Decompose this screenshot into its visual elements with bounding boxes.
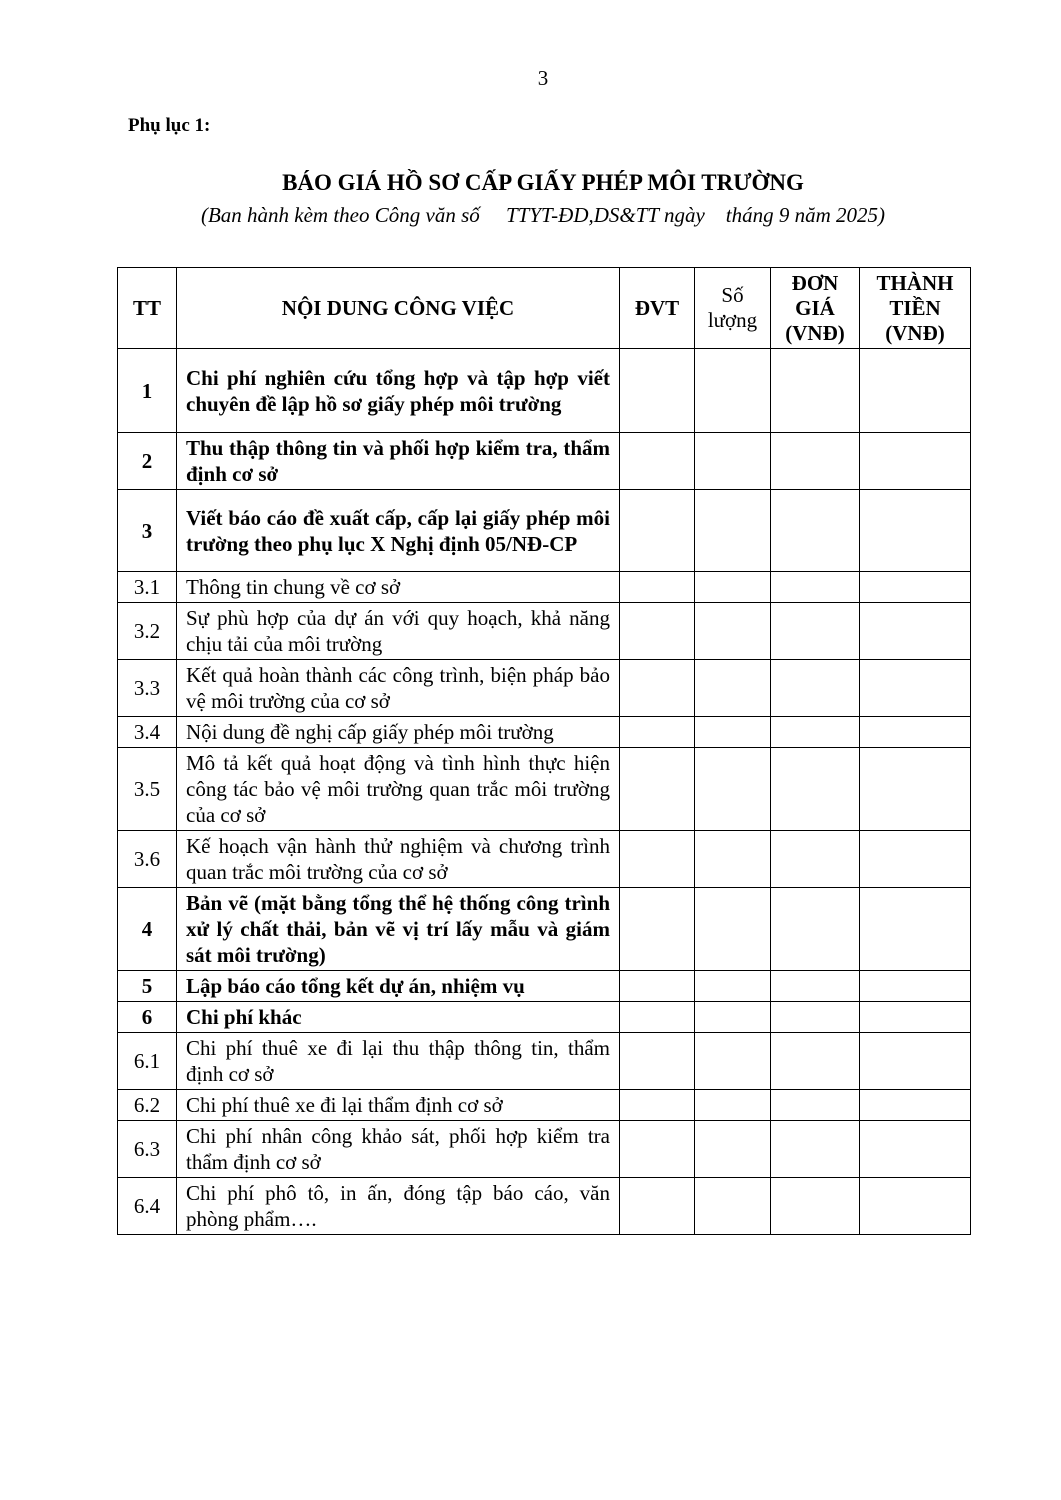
row-total [860, 660, 971, 717]
row-unit [620, 888, 695, 971]
row-number: 3.6 [118, 831, 177, 888]
row-unit [620, 433, 695, 490]
row-unit-price [771, 433, 860, 490]
row-total [860, 603, 971, 660]
row-total [860, 1033, 971, 1090]
row-content: Sự phù hợp của dự án với quy hoạch, khả năng chịu tải của môi trường [177, 603, 620, 660]
row-unit [620, 349, 695, 433]
row-number: 6.2 [118, 1090, 177, 1121]
row-total [860, 1090, 971, 1121]
row-content: Chi phí thuê xe đi lại thu thập thông tin, thẩm định cơ sở [177, 1033, 620, 1090]
row-number: 6.1 [118, 1033, 177, 1090]
row-unit [620, 1121, 695, 1178]
table-row [118, 1121, 971, 1178]
row-quantity [695, 349, 771, 433]
table-row [118, 831, 971, 888]
header-content: NỘI DUNG CÔNG VIỆC [177, 268, 620, 349]
page-number: 3 [537, 66, 549, 90]
row-quantity [695, 831, 771, 888]
row-number: 1 [118, 349, 177, 433]
row-number: 6.3 [118, 1121, 177, 1178]
row-content: Lập báo cáo tổng kết dự án, nhiệm vụ [177, 971, 620, 1002]
table-row [118, 433, 971, 490]
table-body [118, 349, 971, 1235]
row-unit [620, 490, 695, 572]
table-row [118, 490, 971, 572]
row-number: 3 [118, 490, 177, 572]
row-content: Chi phí thuê xe đi lại thẩm định cơ sở [177, 1090, 620, 1121]
document-title: BÁO GIÁ HỒ SƠ CẤP GIẤY PHÉP MÔI TRƯỜNG [282, 170, 804, 195]
row-unit [620, 572, 695, 603]
row-unit-price [771, 971, 860, 1002]
row-unit [620, 603, 695, 660]
row-unit-price [771, 1090, 860, 1121]
row-unit-price [771, 603, 860, 660]
row-content: Nội dung đề nghị cấp giấy phép môi trường [177, 717, 620, 748]
header-unit: ĐVT [620, 268, 695, 349]
row-content: Chi phí nhân công khảo sát, phối hợp kiểm tra thẩm định cơ sở [177, 1121, 620, 1178]
row-number: 3.4 [118, 717, 177, 748]
row-number: 5 [118, 971, 177, 1002]
row-quantity [695, 1178, 771, 1235]
table-row [118, 1033, 971, 1090]
row-number: 2 [118, 433, 177, 490]
table-row [118, 1178, 971, 1235]
table-row [118, 349, 971, 433]
row-quantity [695, 971, 771, 1002]
row-unit-price [771, 1033, 860, 1090]
row-content: Chi phí phô tô, in ấn, đóng tập báo cáo, văn phòng phẩm…. [177, 1178, 620, 1235]
row-total [860, 971, 971, 1002]
row-unit [620, 660, 695, 717]
header-tt: TT [118, 268, 177, 349]
row-content: Mô tả kết quả hoạt động và tình hình thực hiện công tác bảo vệ môi trường quan trắc môi trường của cơ sở [177, 748, 620, 831]
row-quantity [695, 1002, 771, 1033]
row-unit-price [771, 1121, 860, 1178]
header-total: THÀNH TIỀN (VNĐ) [860, 268, 971, 349]
row-content: Thông tin chung về cơ sở [177, 572, 620, 603]
header-unit-price: ĐƠN GIÁ (VNĐ) [771, 268, 860, 349]
row-unit [620, 971, 695, 1002]
row-unit-price [771, 888, 860, 971]
row-total [860, 490, 971, 572]
row-quantity [695, 572, 771, 603]
table-row [118, 717, 971, 748]
row-content: Chi phí nghiên cứu tổng hợp và tập hợp viết chuyên đề lập hồ sơ giấy phép môi trường [177, 349, 620, 433]
row-content: Bản vẽ (mặt bằng tổng thể hệ thống công trình xử lý chất thải, bản vẽ vị trí lấy mẫu và giám sát môi trường) [177, 888, 620, 971]
row-total [860, 1121, 971, 1178]
row-unit [620, 1002, 695, 1033]
row-content: Chi phí khác [177, 1002, 620, 1033]
row-unit-price [771, 748, 860, 831]
row-unit-price [771, 349, 860, 433]
row-unit-price [771, 660, 860, 717]
row-quantity [695, 748, 771, 831]
row-number: 3.2 [118, 603, 177, 660]
table-row [118, 572, 971, 603]
appendix-label: Phụ lục 1: [128, 115, 211, 136]
row-total [860, 349, 971, 433]
row-unit [620, 717, 695, 748]
table-row [118, 1090, 971, 1121]
row-content: Thu thập thông tin và phối hợp kiểm tra, thẩm định cơ sở [177, 433, 620, 490]
row-number: 3.3 [118, 660, 177, 717]
row-unit-price [771, 831, 860, 888]
header-quantity: Số lượng [695, 268, 771, 349]
row-unit-price [771, 1178, 860, 1235]
row-total [860, 1002, 971, 1033]
table-row [118, 888, 971, 971]
row-quantity [695, 1033, 771, 1090]
document-subtitle: (Ban hành kèm theo Công văn số TTYT-ĐD,DS&TT ngày tháng 9 năm 2025) [200, 203, 886, 227]
row-unit [620, 831, 695, 888]
quote-table [117, 267, 971, 1235]
row-total [860, 717, 971, 748]
table-row [118, 748, 971, 831]
table-row [118, 971, 971, 1002]
row-unit-price [771, 572, 860, 603]
row-quantity [695, 660, 771, 717]
row-unit [620, 1090, 695, 1121]
row-quantity [695, 888, 771, 971]
row-quantity [695, 433, 771, 490]
row-quantity [695, 1090, 771, 1121]
row-unit-price [771, 1002, 860, 1033]
row-unit [620, 748, 695, 831]
row-total [860, 1178, 971, 1235]
row-number: 6.4 [118, 1178, 177, 1235]
row-total [860, 831, 971, 888]
row-number: 4 [118, 888, 177, 971]
row-number: 3.5 [118, 748, 177, 831]
row-content: Kết quả hoàn thành các công trình, biện pháp bảo vệ môi trường của cơ sở [177, 660, 620, 717]
table-header-row [118, 268, 971, 349]
row-content: Viết báo cáo đề xuất cấp, cấp lại giấy phép môi trường theo phụ lục X Nghị định 05/NĐ-CP [177, 490, 620, 572]
row-quantity [695, 717, 771, 748]
row-unit [620, 1178, 695, 1235]
row-total [860, 572, 971, 603]
table-row [118, 660, 971, 717]
row-number: 6 [118, 1002, 177, 1033]
row-number: 3.1 [118, 572, 177, 603]
row-total [860, 888, 971, 971]
row-total [860, 748, 971, 831]
table-row [118, 1002, 971, 1033]
row-unit-price [771, 717, 860, 748]
table-row [118, 603, 971, 660]
row-content: Kế hoạch vận hành thử nghiệm và chương trình quan trắc môi trường của cơ sở [177, 831, 620, 888]
row-quantity [695, 603, 771, 660]
row-unit [620, 1033, 695, 1090]
row-unit-price [771, 490, 860, 572]
row-total [860, 433, 971, 490]
row-quantity [695, 1121, 771, 1178]
row-quantity [695, 490, 771, 572]
